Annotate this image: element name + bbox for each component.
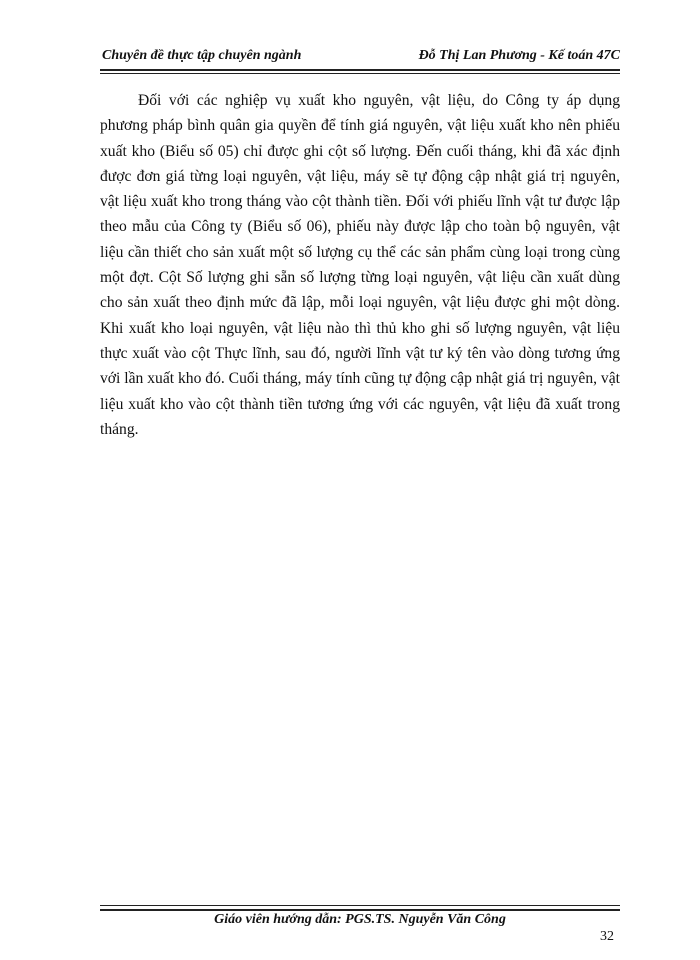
footer-divider bbox=[100, 909, 620, 911]
header-divider bbox=[100, 69, 620, 71]
body-paragraph: Đối với các nghiệp vụ xuất kho nguyên, vật liệu, do Công ty áp dụng phương pháp bình quân gia quyền để tính giá nguyên, vật liệu xuất kho nên phiếu xuất kho (Biểu số 05) chỉ được ghi cột số lượng. Đến cuối tháng, khi đã xác định được đơn giá từng loại nguyên, vật liệu, máy sẽ tự động cập nhật giá trị nguyên, vật liệu xuất kho trong tháng vào cột thành tiền. Đối với phiếu lĩnh vật tư được lập theo mẫu của Công ty (Biểu số 06), phiếu này được lập cho toàn bộ nguyên, vật liệu cần thiết cho sản xuất một số lượng cụ thể các sản phẩm cùng loại trong cùng một đợt. Cột Số lượng ghi sẵn số lượng từng loại nguyên, vật liệu cần xuất dùng cho sản xuất theo định mức đã lập, mỗi loại nguyên, vật liệu được ghi một dòng. Khi xuất kho loại nguyên, vật liệu nào thì thủ kho ghi số lượng nguyên, vật liệu thực xuất vào cột Thực lĩnh, sau đó, người lĩnh vật tư ký tên vào dòng tương ứng với lần xuất kho đó. Cuối tháng, máy tính cũng tự động cập nhật giá trị nguyên, vật liệu xuất kho vào cột thành tiền tương ứng với các nguyên, vật liệu đã xuất trong tháng. bbox=[100, 92, 620, 438]
footer-divider-thin bbox=[100, 905, 620, 906]
header-report-title: Chuyên đề thực tập chuyên ngành bbox=[102, 48, 302, 63]
header-author: Đỗ Thị Lan Phương - Kế toán 47C bbox=[418, 48, 620, 63]
header-divider-thin bbox=[100, 73, 620, 74]
page-number: 32 bbox=[600, 929, 614, 944]
page-header bbox=[100, 48, 620, 68]
footer-supervisor: Giáo viên hướng dẫn: PGS.TS. Nguyễn Văn Công bbox=[214, 912, 506, 927]
